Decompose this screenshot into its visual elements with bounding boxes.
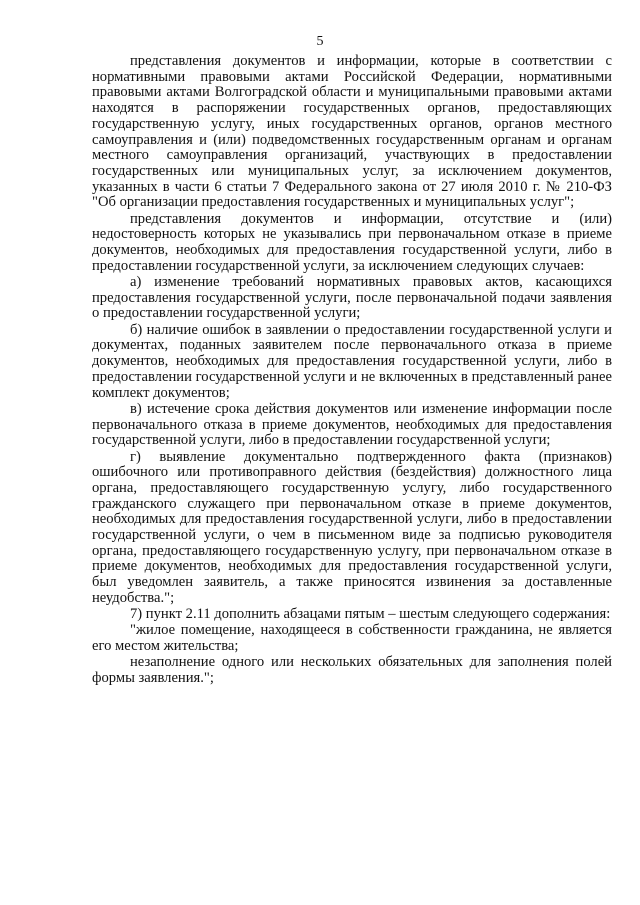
- paragraph-case-a: а) изменение требований нормативных правовых актов, касающихся предоставления государственной услуги, после первоначальной подачи заявления о предоставлении государственной услуги;: [92, 274, 612, 322]
- paragraph-case-v: в) истечение срока действия документов или изменение информации после первоначального отказа в приеме документов, необходимых для предоставления государственной услуги, либо в предоставлении государственной услуги;: [92, 400, 612, 449]
- paragraph-form-fields: незаполнение одного или нескольких обязательных для заполнения полей формы заявления.";: [92, 654, 612, 687]
- paragraph-case-g: г) выявление документально подтвержденного факта (признаков) ошибочного или противоправного действия (бездействия) должностного лица органа, предоставляющего государственную услугу, либо государственного гражданского служащего при первоначальном отказе в приеме документов, необходимых для предоставления государственной услуги, либо в предоставлении государственной услуги, о чем в письменном виде за подписью руководителя органа, предоставляющего государственную услугу, при первоначальном отказе в приеме документов, необходимых для предоставления государственной услуги, был уведомлен заявитель, а также приносятся извинения за доставленные неудобства.";: [92, 448, 612, 606]
- page-number: 5: [316, 34, 324, 49]
- paragraph-case-b: б) наличие ошибок в заявлении о предоставлении государственной услуги и документах, поданных заявителем после первоначального отказа в приеме документов, необходимых для предоставления государственной услуги, либо в предоставлении государственной услуги и не включенных в представленный ранее комплект документов;: [92, 321, 612, 401]
- document-body: [92, 54, 612, 687]
- paragraph-documents-not-indicated: представления документов и информации, отсутствие и (или) недостоверность которых не указывались при первоначальном отказе в приеме документов, необходимых для предоставления государственной услуги, либо в предоставлении государственной услуги, за исключением следующих случаев:: [92, 210, 612, 274]
- paragraph-housing: "жилое помещение, находящееся в собственности гражданина, не является его местом жительства;: [92, 622, 612, 655]
- paragraph-item-7: 7) пункт 2.11 дополнить абзацами пятым – шестым следующего содержания:: [130, 606, 611, 623]
- paragraph-continuation: представления документов и информации, которые в соответствии с нормативными правовыми актами Российской Федерации, нормативными правовыми актами Волгоградской области и муниципальными правовыми актами находятся в распоряжении государственных органов, предоставляющих государственную услугу, иных государственных органов, органов местного самоуправления и (или) подведомственных государственным органам и органам местного самоуправления организаций, участвующих в предоставлении государственных или муниципальных услуг, за исключением документов, указанных в части 6 статьи 7 Федерального закона от 27 июля 2010 г. № 210-ФЗ "Об организации предоставления государственных и муниципальных услуг";: [92, 53, 612, 211]
